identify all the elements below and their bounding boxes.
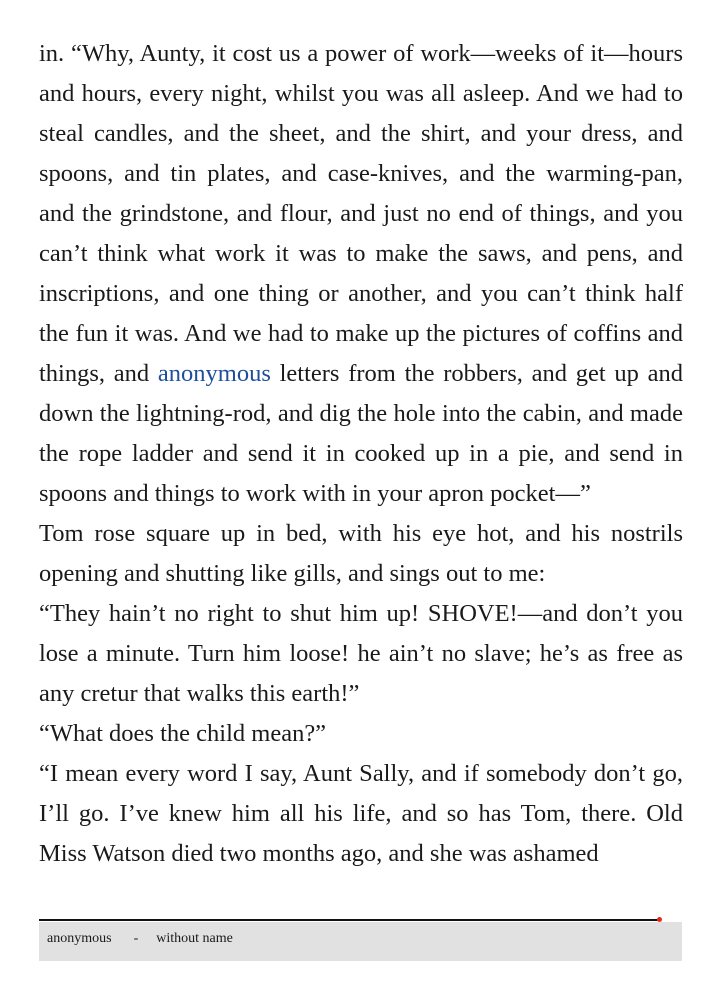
paragraph-4: “What does the child mean?” <box>39 720 327 747</box>
footnote-separator: - <box>133 931 139 946</box>
paragraph-2: Tom rose square up in bed, with his eye hot, and his nostrils opening and shutting like gills, and sings out to me: <box>39 520 683 587</box>
paragraph-1 <box>39 34 683 514</box>
footnote-divider <box>39 919 659 921</box>
book-page-text <box>39 34 683 874</box>
paragraph-1-start: in. “Why, Aunty, it cost us a power of work—weeks of it—hours and hours, every night, whilst you was all asleep. And we had to steal candles, and the sheet, and the shirt, and your dress, and spoons, and tin plates, and case-knives, and the warming-pan, and the grindstone, and flour, and just no end of things, and you can’t think what work it was to make the saws, and pens, and inscriptions, and one thing or another, and you can’t think half the fun it was. And we had to make up the pictures of coffins and things, and <box>39 40 683 387</box>
glossary-word-anonymous[interactable]: anonymous <box>157 360 271 387</box>
paragraph-3: “They hain’t no right to shut him up! SHOVE!—and don’t you lose a minute. Turn him loose! he ain’t no slave; he’s as free as any cretur that walks this earth!” <box>39 600 683 707</box>
footnote-definition: without name <box>156 931 233 946</box>
paragraph-5: “I mean every word I say, Aunt Sally, and if somebody don’t go, I’ll go. I’ve knew him all his life, and so has Tom, there. Old Miss Watson died two months ago, and she was ashamed <box>39 760 683 867</box>
paragraph-1-end: letters from the robbers, and get up and down the lightning-rod, and dig the hole into the cabin, and made the rope ladder and send it in cooked up in a pie, and send in spoons and things to work with in your apron pocket—” <box>39 360 683 507</box>
footnote-term: anonymous <box>47 931 112 946</box>
footnote-panel <box>39 922 682 961</box>
